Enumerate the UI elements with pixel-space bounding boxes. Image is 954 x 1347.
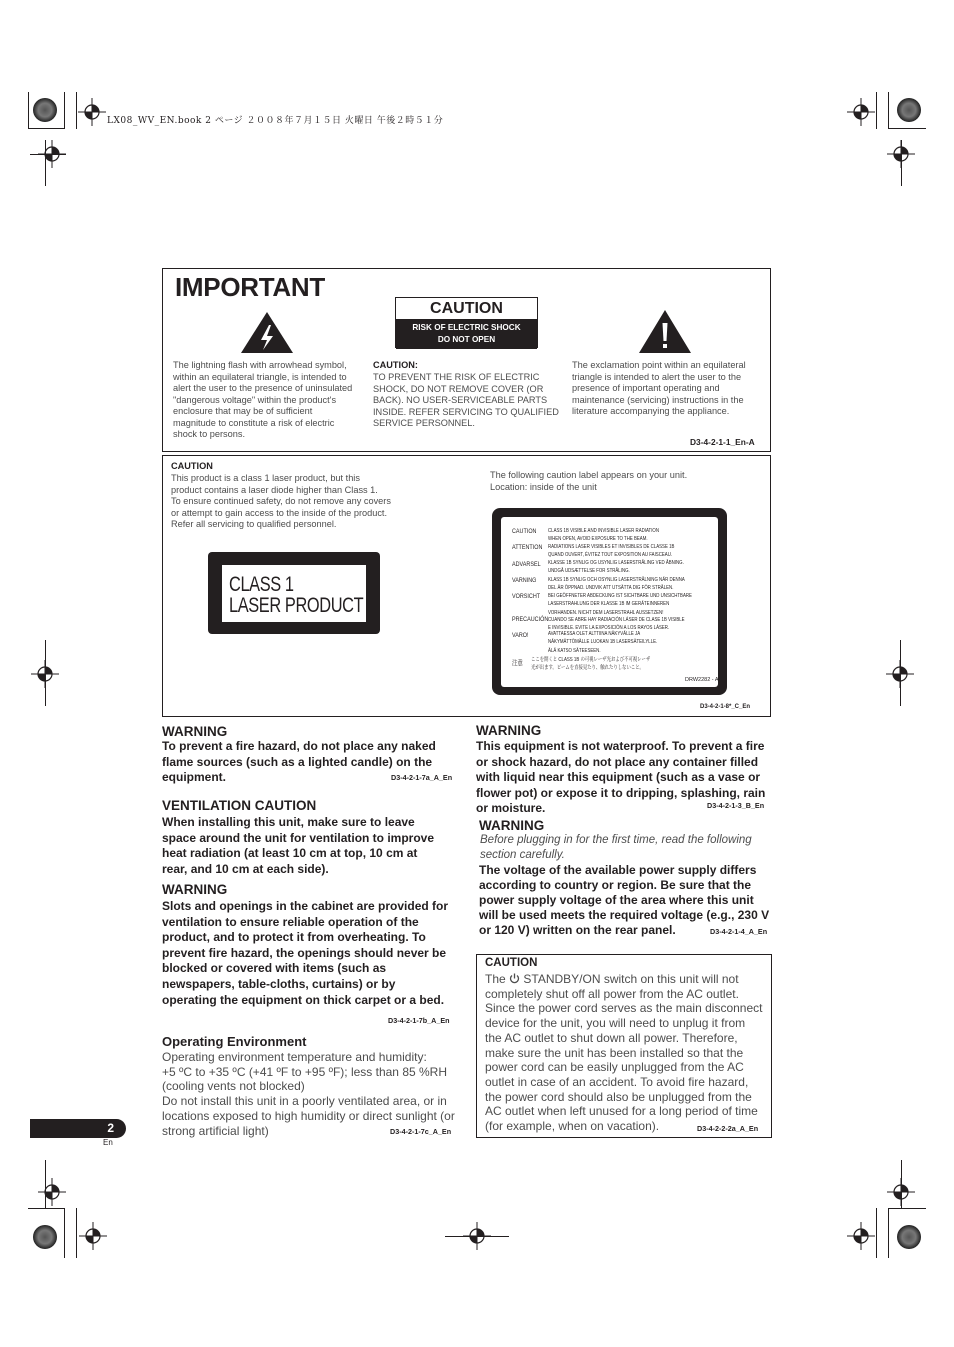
text-line: This product is a class 1 laser product, but this: [171, 473, 360, 483]
text-line: +5 ºC to +35 ºC (+41 ºF to +95 ºF); less than 85 %RH: [162, 1064, 447, 1079]
crop-mark: [28, 128, 65, 129]
crop-mark: [888, 1208, 926, 1209]
operating-environment-heading: Operating Environment: [162, 1034, 307, 1049]
caution-text: [373, 372, 563, 430]
text-line: section carefully.: [480, 848, 565, 861]
text-line: "dangerous voltage" within the product's: [173, 394, 337, 405]
crop-mark: [900, 640, 901, 706]
text-line: AVATTAESSA OLET ALTTIINA NÄKYVÄLLE JA: [548, 631, 641, 637]
text-line: maintenance (servicing) instructions in the: [572, 394, 744, 405]
label-key: CAUTION: [512, 528, 537, 535]
text-line: WHEN OPEN, AVOID EXPOSURE TO THE BEAM.: [548, 536, 648, 543]
halftone-target-icon: [33, 1225, 57, 1249]
text-line: device for the unit, you will need to unplug it from: [485, 1016, 746, 1031]
text-line: flower pot) or expose it to dripping, splashing, rain: [476, 785, 766, 800]
text-line: INSIDE. REFER SERVICING TO QUALIFIED: [373, 406, 559, 417]
crop-mark: [45, 640, 46, 706]
text-line: 光が出ます。ビームを直接見たり、触れたりしないこと。: [531, 665, 644, 672]
text-line: To ensure continued safety, do not remove any covers: [171, 496, 391, 506]
label-key: VARO!: [512, 632, 529, 639]
text-line: (for example, when on vacation).: [485, 1119, 660, 1134]
text-line: SHOCK, DO NOT REMOVE COVER (OR: [373, 383, 544, 394]
warning-heading: WARNING: [162, 724, 228, 739]
label-value: [548, 559, 684, 576]
halftone-target-icon: [897, 98, 921, 122]
text-line: equipment.: [162, 770, 227, 785]
document-code: D3-4-2-1-7b_A_En: [388, 1016, 450, 1025]
label-key: ADVARSEL: [512, 561, 541, 568]
page-language: En: [103, 1138, 113, 1147]
laser-caution-text: [171, 473, 416, 531]
crop-mark: [888, 1208, 889, 1258]
text-line: prevent fire hazard, the openings should never be: [162, 945, 447, 960]
power-standby-icon: [509, 973, 520, 984]
text-line: flame sources (such as a lighted candle) on the: [162, 754, 433, 769]
text-line: The following caution label appears on your unit.: [490, 470, 688, 480]
ventilation-heading: VENTILATION CAUTION: [162, 798, 317, 813]
power-caution-heading: CAUTION: [485, 957, 538, 969]
text-line: triangle is intended to alert the user to the: [572, 371, 742, 382]
text-line: AC outlet when left unused for a long period of time: [485, 1104, 758, 1119]
text-line: E INVISIBLE. EVITE LA EXPOSICIÓN A LOS RAYOS LÁSER.: [548, 625, 670, 632]
document-code: D3-4-2-1-8*_C_En: [700, 704, 751, 710]
text-line: CUANDO SE ABRE HAY RADIACIÓN LÁSER DE CLASE 1B VISIBLE: [548, 617, 685, 623]
registration-mark-icon: [887, 1178, 915, 1206]
text-line: operating the equipment on thick carpet or a bed.: [162, 992, 445, 1007]
registration-mark-icon: [847, 98, 875, 126]
crop-mark: [76, 92, 77, 129]
text-line: heat radiation (at least 10 cm at top, 10 cm at: [162, 846, 418, 861]
label-key: PRECAUCIÓN: [512, 616, 549, 623]
label-value: [548, 527, 659, 544]
label-key: VORSICHT: [512, 593, 541, 600]
registration-mark-icon: [38, 1178, 66, 1206]
class1-label-line: CLASS 1: [229, 573, 294, 596]
important-title: IMPORTANT: [175, 272, 325, 302]
text-line: alert the user to the presence of uninsulated: [173, 383, 353, 393]
text-line: space around the unit for ventilation to improve: [162, 830, 435, 845]
label-value: [548, 576, 685, 593]
crop-mark: [28, 92, 29, 129]
text-line: rear, and 10 cm at each side).: [162, 861, 329, 876]
text-line: or 120 V) written on the rear panel.: [479, 923, 676, 937]
text-line: make sure the unit has been installed so that the: [485, 1045, 744, 1060]
crop-mark: [445, 1236, 509, 1237]
label-intro: [490, 470, 750, 493]
text-line: blocked or covered with items (such as: [162, 961, 387, 976]
print-header: LX08_WV_EN.book 2 ページ ２００８年７月１５日 火曜日 午後２時５１分: [107, 116, 444, 126]
text-line: SERVICE PERSONNEL.: [373, 418, 475, 428]
label-key: ATTENTION: [512, 544, 543, 551]
text-line: UNDGÅ UDSÆTTELSE FOR STRÅLING.: [548, 568, 630, 575]
document-code: D3-4-2-1-1_En-A: [690, 437, 755, 447]
text-line: CLASS 1B VISIBLE AND INVISIBLE LASER RADIATION: [548, 528, 659, 534]
text-line: Slots and openings in the cabinet are provided for: [162, 899, 449, 913]
label-key: VARNING: [512, 577, 537, 584]
registration-mark-icon: [79, 1222, 107, 1250]
lightning-triangle-icon: [240, 311, 294, 354]
text-line: product contains a laser diode higher than Class 1.: [171, 484, 378, 495]
warning-text: [162, 899, 462, 1008]
text-line: DEL ÄR ÖPPNAD. UNDVIK ATT UTSÄTTA DIG FÖR STRÅLEN.: [548, 585, 674, 592]
text-line: KLASS 1B SYNLIG OCH OSYNLIG LASERSTRÅLNING NÄR DENNA: [548, 577, 685, 583]
text-line: the AC outlet to shut down all power. Therefore,: [485, 1030, 738, 1045]
crop-mark: [64, 92, 65, 129]
text-line: ここを開くと CLASS 1B の可視レーザ光および不可視レーザ: [531, 657, 651, 663]
document-code: D3-4-2-1-7a_A_En: [391, 773, 453, 782]
text-line: This equipment is not waterproof. To prevent a fire: [476, 739, 765, 753]
document-code: D3-4-2-1-7c_A_En: [390, 1127, 452, 1136]
text-line: TO PREVENT THE RISK OF ELECTRIC: [373, 372, 540, 382]
class1-label-line: LASER PRODUCT: [229, 594, 364, 617]
registration-mark-icon: [887, 140, 915, 168]
crop-mark: [888, 92, 889, 129]
text-fragment: STANDBY/ON switch on this unit will not: [523, 972, 739, 986]
text-line: QUAND OUVERT, ÉVITEZ TOUT EXPOSITION AU FAISCEAU.: [548, 552, 673, 559]
text-line: BACK). NO USER-SERVICEABLE PARTS: [373, 395, 548, 405]
crop-mark: [888, 128, 926, 129]
text-line: magnitude to constitute a risk of electric: [173, 417, 335, 428]
text-line: Location: inside of the unit: [490, 481, 597, 492]
text-line: The exclamation point within an equilateral: [572, 360, 746, 370]
text-line: outlet in case of an accident. To avoid fire hazard,: [485, 1074, 749, 1089]
text-line: ventilation to ensure reliable operation of the: [162, 914, 419, 929]
text-line: presence of important operating and: [572, 383, 720, 393]
crop-mark: [76, 1208, 77, 1258]
text-line: locations exposed to high humidity or direct sunlight (or: [162, 1108, 455, 1123]
text-line: Do not install this unit in a poorly ventilated area, or in: [162, 1094, 447, 1109]
text-line: strong artificial light): [162, 1123, 269, 1138]
text-line: Before plugging in for the first time, read the following: [480, 834, 752, 846]
text-fragment: The: [485, 972, 506, 986]
halftone-target-icon: [33, 98, 57, 122]
power-caution-text: [485, 972, 770, 1134]
crop-mark: [28, 1208, 65, 1209]
label-value: [548, 592, 692, 617]
text-line: or shock hazard, do not place any container filled: [476, 754, 759, 769]
registration-mark-icon: [38, 140, 66, 168]
text-line: NÄKYMÄTTÖMÄLLE LUOKAN 1B LASERSÄTEILYLLE.: [548, 639, 658, 646]
text-line: or attempt to gain access to the inside of the product.: [171, 507, 388, 518]
text-line: with liquid near this equipment (such as a vase or: [476, 770, 761, 785]
label-value: [548, 630, 657, 655]
text-line: BEI GEÖFFNETER ABDECKUNG IST SICHTBARE UND UNSICHTBARE: [548, 593, 692, 599]
crop-mark: [64, 1208, 65, 1258]
warning-heading: WARNING: [479, 818, 545, 833]
label-code: DRW2282 - A: [685, 677, 719, 683]
text-line: VORHANDEN. NICHT DEM LASERSTRAHL AUSSETZEN!: [548, 609, 664, 616]
page-number: 2: [107, 1121, 114, 1135]
text-line: shock to persons.: [173, 429, 246, 439]
text-line: The voltage of the available power supply differs: [479, 863, 757, 877]
caution-badge-subtitle: [396, 319, 537, 349]
exclamation-explanation: [572, 360, 767, 418]
crop-mark: [876, 92, 877, 129]
text-line: ÄLÄ KATSO SÄTEESEEN.: [548, 647, 601, 654]
text-line: KLASSE 1B SYNLIG OG USYNLIG LASERSTRÅLING VED ÅBNING.: [548, 560, 684, 566]
operating-environment-text: [162, 1050, 462, 1138]
text-line: according to country or region. Be sure that the: [479, 878, 752, 892]
registration-mark-icon: [78, 98, 106, 126]
text-line: [485, 972, 770, 987]
document-code: D3-4-2-1-4_A_En: [710, 927, 768, 936]
label-value: [531, 656, 650, 673]
crop-mark: [876, 1208, 877, 1258]
badge-line: RISK OF ELECTRIC SHOCK: [412, 323, 521, 332]
label-key: 注意: [512, 660, 523, 667]
text-line: The lightning flash with arrowhead symbol,: [173, 360, 347, 370]
text-line: Operating environment temperature and humidity:: [162, 1050, 427, 1064]
ventilation-text: [162, 815, 462, 877]
text-line: LASERSTRAHLUNG DER KLASSE 1B IM GERÄTEINNEREN: [548, 601, 670, 608]
text-line: Refer all servicing to qualified personnel.: [171, 519, 337, 529]
text-line: RADIATIONS LASER VISIBLES ET INVISIBLES DE CLASSE 1B: [548, 544, 675, 550]
text-line: newspapers, table-cloths, curtains) or by: [162, 976, 396, 991]
document-code: D3-4-2-1-3_B_En: [707, 801, 765, 810]
caution-badge: [395, 297, 538, 348]
warning-intro: [480, 833, 775, 862]
text-line: power supply voltage of the area where this unit: [479, 893, 754, 907]
text-line: product, and to protect it from overheating. To: [162, 930, 426, 945]
warning-heading: WARNING: [476, 723, 542, 738]
text-line: (cooling vents not blocked): [162, 1079, 305, 1094]
lightning-explanation: [173, 360, 363, 441]
text-line: will be used meets the required voltage (e.g., 230 V: [479, 908, 770, 922]
text-line: the power cord should also be unplugged from the: [485, 1089, 752, 1104]
badge-line: DO NOT OPEN: [437, 335, 496, 344]
text-line: completely shut off all power from the AC outlet.: [485, 986, 739, 1001]
text-line: When installing this unit, make sure to leave: [162, 815, 415, 829]
registration-mark-icon: [847, 1222, 875, 1250]
warning-heading: WARNING: [162, 882, 228, 897]
caution-badge-title: CAUTION: [396, 298, 537, 319]
label-value: [548, 543, 674, 560]
text-line: literature accompanying the appliance.: [572, 406, 730, 416]
text-line: Since the power cord serves as the main disconnect: [485, 1001, 763, 1016]
text-line: or moisture.: [476, 801, 546, 816]
exclamation-triangle-icon: [638, 309, 692, 354]
laser-caution-heading: CAUTION: [171, 461, 213, 471]
text-line: power cord can be easily unplugged from the AC: [485, 1060, 744, 1075]
halftone-target-icon: [897, 1225, 921, 1249]
text-line: within an equilateral triangle, is intended to: [173, 371, 347, 382]
text-line: enclosure that may be of sufficient: [173, 406, 313, 416]
document-code: D3-4-2-2-2a_A_En: [697, 1124, 759, 1133]
text-line: To prevent a fire hazard, do not place any naked: [162, 739, 436, 753]
caution-heading: CAUTION:: [373, 360, 418, 370]
